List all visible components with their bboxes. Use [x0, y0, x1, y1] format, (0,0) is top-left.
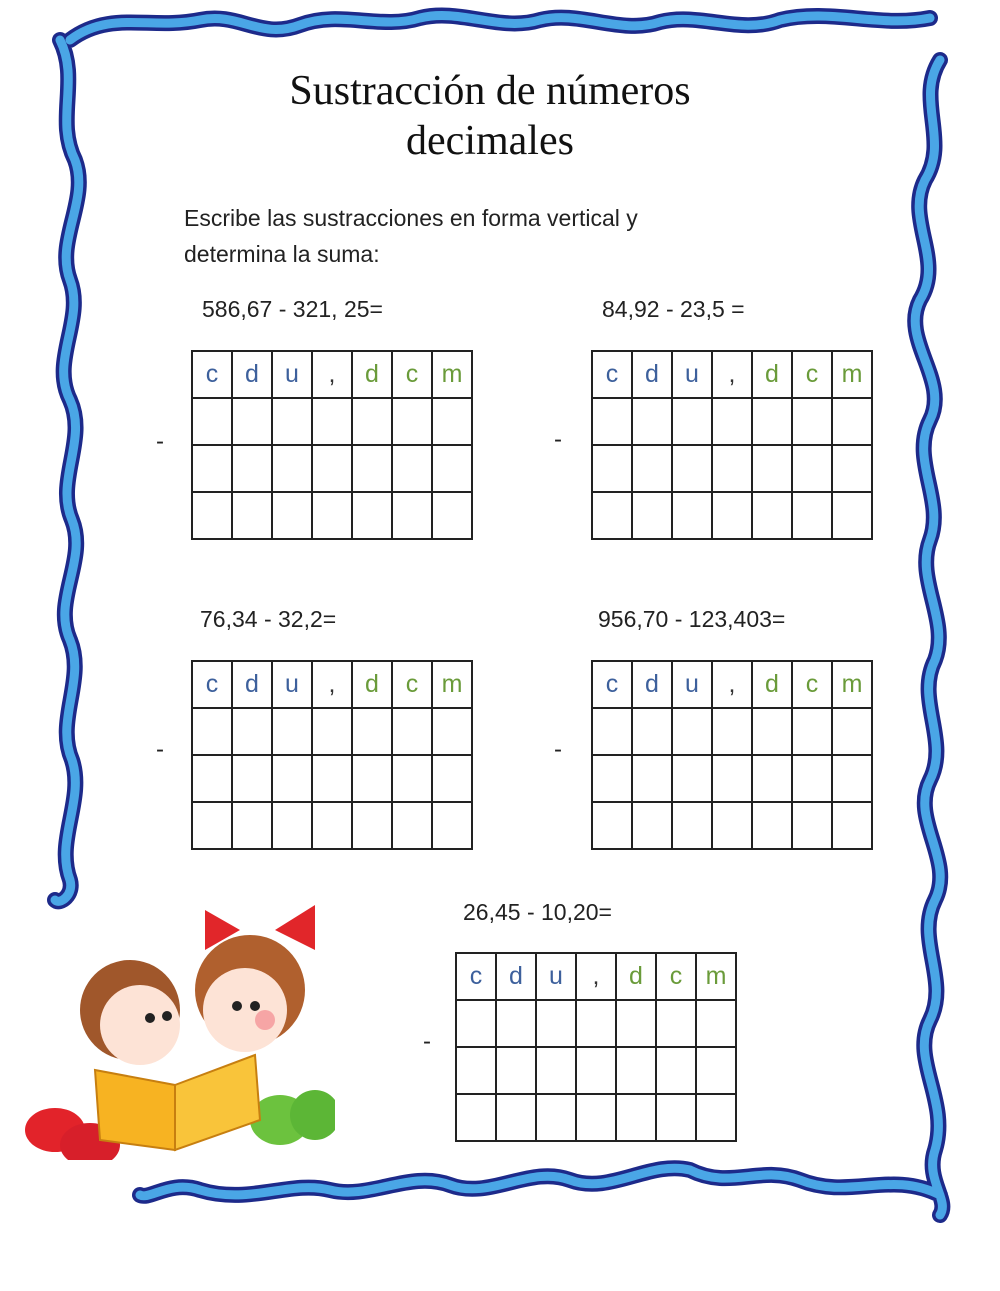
grid-answer-cell[interactable]	[752, 708, 792, 755]
grid-answer-cell[interactable]	[632, 755, 672, 802]
grid-header-cell: c	[592, 661, 632, 708]
grid-header-cell: c	[392, 661, 432, 708]
grid-answer-cell[interactable]	[832, 802, 872, 849]
grid-header-cell: d	[752, 661, 792, 708]
grid-header-cell: c	[592, 351, 632, 398]
grid-header-row	[456, 953, 736, 1000]
grid-header-cell: ,	[712, 661, 752, 708]
grid-answer-cell[interactable]	[496, 1000, 536, 1047]
grid-header-cell: ,	[312, 351, 352, 398]
grid-answer-cell[interactable]	[312, 802, 352, 849]
grid-answer-cell[interactable]	[792, 802, 832, 849]
grid-header-cell: m	[832, 351, 872, 398]
grid-header-cell: u	[672, 351, 712, 398]
grid-header-cell: d	[632, 661, 672, 708]
grid-answer-cell[interactable]	[456, 1047, 496, 1094]
grid-answer-cell[interactable]	[352, 755, 392, 802]
grid-answer-cell[interactable]	[272, 445, 312, 492]
grid-answer-cell[interactable]	[392, 492, 432, 539]
grid-answer-cell[interactable]	[632, 802, 672, 849]
grid-header-row	[192, 661, 472, 708]
grid-answer-cell[interactable]	[432, 492, 472, 539]
grid-answer-cell[interactable]	[192, 708, 232, 755]
grid-header-cell: d	[352, 351, 392, 398]
grid-header-cell: m	[696, 953, 736, 1000]
grid-answer-cell[interactable]	[712, 398, 752, 445]
grid-header-cell: c	[392, 351, 432, 398]
grid-header-cell: m	[432, 661, 472, 708]
grid-answer-cell[interactable]	[272, 398, 312, 445]
grid-answer-cell[interactable]	[672, 445, 712, 492]
grid-answer-cell[interactable]	[272, 708, 312, 755]
grid-answer-cell[interactable]	[672, 708, 712, 755]
grid-answer-cell[interactable]	[576, 1094, 616, 1141]
grid-header-cell: ,	[712, 351, 752, 398]
grid-answer-cell[interactable]	[312, 492, 352, 539]
grid-header-cell: d	[352, 661, 392, 708]
grid-answer-cell[interactable]	[632, 445, 672, 492]
grid-answer-cell[interactable]	[352, 492, 392, 539]
grid-answer-cell[interactable]	[392, 802, 432, 849]
grid-header-cell: u	[536, 953, 576, 1000]
grid-answer-cell[interactable]	[632, 492, 672, 539]
grid-answer-cell[interactable]	[832, 398, 872, 445]
grid-answer-cell[interactable]	[456, 1000, 496, 1047]
grid-answer-cell[interactable]	[792, 708, 832, 755]
grid-answer-cell[interactable]	[536, 1047, 576, 1094]
grid-row	[592, 802, 872, 849]
grid-answer-cell[interactable]	[792, 445, 832, 492]
grid-header-cell: c	[792, 351, 832, 398]
grid-answer-cell[interactable]	[672, 492, 712, 539]
grid-answer-cell[interactable]	[696, 1047, 736, 1094]
place-value-grid	[591, 350, 873, 540]
grid-answer-cell[interactable]	[592, 755, 632, 802]
grid-answer-cell[interactable]	[592, 708, 632, 755]
grid-answer-cell[interactable]	[392, 708, 432, 755]
grid-row	[592, 398, 872, 445]
grid-header-cell: d	[232, 661, 272, 708]
title-line-2: decimales	[406, 118, 574, 164]
grid-answer-cell[interactable]	[712, 708, 752, 755]
grid-answer-cell[interactable]	[592, 445, 632, 492]
grid-answer-cell[interactable]	[352, 802, 392, 849]
grid-answer-cell[interactable]	[616, 1094, 656, 1141]
grid-answer-cell[interactable]	[232, 445, 272, 492]
grid-answer-cell[interactable]	[272, 802, 312, 849]
grid-answer-cell[interactable]	[632, 398, 672, 445]
minus-sign: -	[156, 428, 164, 455]
grid-header-cell: c	[656, 953, 696, 1000]
grid-answer-cell[interactable]	[432, 755, 472, 802]
grid-answer-cell[interactable]	[832, 708, 872, 755]
grid-row	[456, 1047, 736, 1094]
grid-row	[592, 755, 872, 802]
grid-answer-cell[interactable]	[192, 755, 232, 802]
grid-answer-cell[interactable]	[432, 398, 472, 445]
grid-answer-cell[interactable]	[576, 1047, 616, 1094]
grid-row	[192, 708, 472, 755]
grid-answer-cell[interactable]	[312, 398, 352, 445]
grid-header-cell: c	[192, 661, 232, 708]
grid-answer-cell[interactable]	[792, 755, 832, 802]
grid-header-row	[592, 661, 872, 708]
grid-answer-cell[interactable]	[312, 445, 352, 492]
grid-answer-cell[interactable]	[656, 1000, 696, 1047]
problem-expression: 956,70 - 123,403=	[598, 606, 786, 632]
grid-answer-cell[interactable]	[192, 445, 232, 492]
grid-answer-cell[interactable]	[392, 398, 432, 445]
grid-answer-cell[interactable]	[752, 802, 792, 849]
grid-answer-cell[interactable]	[792, 398, 832, 445]
grid-answer-cell[interactable]	[632, 708, 672, 755]
grid-answer-cell[interactable]	[672, 802, 712, 849]
problem-expression: 586,67 - 321, 25=	[202, 296, 383, 322]
grid-header-cell: u	[672, 661, 712, 708]
grid-header-cell: c	[192, 351, 232, 398]
problem-expression: 84,92 - 23,5 =	[602, 296, 745, 322]
grid-row	[456, 1000, 736, 1047]
grid-row	[192, 445, 472, 492]
instructions	[184, 200, 638, 272]
grid-header-cell: ,	[576, 953, 616, 1000]
grid-answer-cell[interactable]	[672, 398, 712, 445]
grid-answer-cell[interactable]	[232, 755, 272, 802]
grid-answer-cell[interactable]	[312, 755, 352, 802]
grid-answer-cell[interactable]	[752, 445, 792, 492]
grid-answer-cell[interactable]	[696, 1000, 736, 1047]
grid-answer-cell[interactable]	[456, 1094, 496, 1141]
problem-expression: 26,45 - 10,20=	[463, 899, 612, 925]
grid-answer-cell[interactable]	[536, 1094, 576, 1141]
grid-header-cell: d	[232, 351, 272, 398]
grid-answer-cell[interactable]	[312, 708, 352, 755]
grid-answer-cell[interactable]	[192, 802, 232, 849]
grid-answer-cell[interactable]	[352, 445, 392, 492]
grid-answer-cell[interactable]	[616, 1047, 656, 1094]
grid-answer-cell[interactable]	[432, 445, 472, 492]
grid-answer-cell[interactable]	[752, 398, 792, 445]
grid-header-cell: c	[456, 953, 496, 1000]
grid-header-cell: d	[752, 351, 792, 398]
grid-header-cell: ,	[312, 661, 352, 708]
grid-answer-cell[interactable]	[592, 398, 632, 445]
grid-row	[192, 802, 472, 849]
grid-answer-cell[interactable]	[696, 1094, 736, 1141]
page-title	[240, 66, 740, 166]
grid-answer-cell[interactable]	[592, 802, 632, 849]
grid-row	[592, 492, 872, 539]
grid-answer-cell[interactable]	[192, 492, 232, 539]
grid-answer-cell[interactable]	[672, 755, 712, 802]
problem-expression: 76,34 - 32,2=	[200, 606, 337, 632]
grid-answer-cell[interactable]	[432, 802, 472, 849]
grid-answer-cell[interactable]	[496, 1047, 536, 1094]
minus-sign: -	[423, 1028, 431, 1055]
grid-header-cell: u	[272, 661, 312, 708]
grid-answer-cell[interactable]	[712, 755, 752, 802]
grid-answer-cell[interactable]	[232, 492, 272, 539]
grid-answer-cell[interactable]	[832, 445, 872, 492]
place-value-grid	[191, 350, 473, 540]
grid-header-row	[192, 351, 472, 398]
place-value-grid	[191, 660, 473, 850]
grid-answer-cell[interactable]	[576, 1000, 616, 1047]
grid-answer-cell[interactable]	[656, 1094, 696, 1141]
grid-header-cell: d	[632, 351, 672, 398]
grid-answer-cell[interactable]	[832, 755, 872, 802]
minus-sign: -	[156, 736, 164, 763]
grid-answer-cell[interactable]	[352, 398, 392, 445]
grid-answer-cell[interactable]	[232, 802, 272, 849]
grid-header-cell: m	[832, 661, 872, 708]
grid-header-cell: m	[432, 351, 472, 398]
grid-answer-cell[interactable]	[712, 445, 752, 492]
grid-answer-cell[interactable]	[392, 755, 432, 802]
grid-answer-cell[interactable]	[656, 1047, 696, 1094]
grid-answer-cell[interactable]	[592, 492, 632, 539]
grid-answer-cell[interactable]	[712, 802, 752, 849]
grid-answer-cell[interactable]	[752, 492, 792, 539]
children-reading-illustration	[15, 890, 335, 1160]
grid-header-cell: u	[272, 351, 312, 398]
grid-row	[592, 708, 872, 755]
grid-row	[456, 1094, 736, 1141]
title-line-1: Sustracción de números	[289, 68, 691, 114]
grid-header-cell: d	[496, 953, 536, 1000]
grid-answer-cell[interactable]	[352, 708, 392, 755]
grid-answer-cell[interactable]	[192, 398, 232, 445]
minus-sign: -	[554, 426, 562, 453]
place-value-grid	[591, 660, 873, 850]
grid-header-row	[592, 351, 872, 398]
grid-row	[192, 492, 472, 539]
grid-answer-cell[interactable]	[432, 708, 472, 755]
grid-row	[192, 398, 472, 445]
instructions-line-1: Escribe las sustracciones en forma vertical y	[184, 205, 638, 231]
grid-answer-cell[interactable]	[832, 492, 872, 539]
grid-answer-cell[interactable]	[272, 755, 312, 802]
grid-answer-cell[interactable]	[712, 492, 752, 539]
grid-answer-cell[interactable]	[752, 755, 792, 802]
instructions-line-2: determina la suma:	[184, 241, 380, 267]
minus-sign: -	[554, 736, 562, 763]
grid-header-cell: d	[616, 953, 656, 1000]
place-value-grid	[455, 952, 737, 1142]
grid-row	[592, 445, 872, 492]
grid-answer-cell[interactable]	[792, 492, 832, 539]
grid-answer-cell[interactable]	[272, 492, 312, 539]
grid-answer-cell[interactable]	[232, 708, 272, 755]
grid-answer-cell[interactable]	[496, 1094, 536, 1141]
grid-answer-cell[interactable]	[616, 1000, 656, 1047]
grid-answer-cell[interactable]	[232, 398, 272, 445]
grid-header-cell: c	[792, 661, 832, 708]
grid-answer-cell[interactable]	[392, 445, 432, 492]
grid-answer-cell[interactable]	[536, 1000, 576, 1047]
grid-row	[192, 755, 472, 802]
